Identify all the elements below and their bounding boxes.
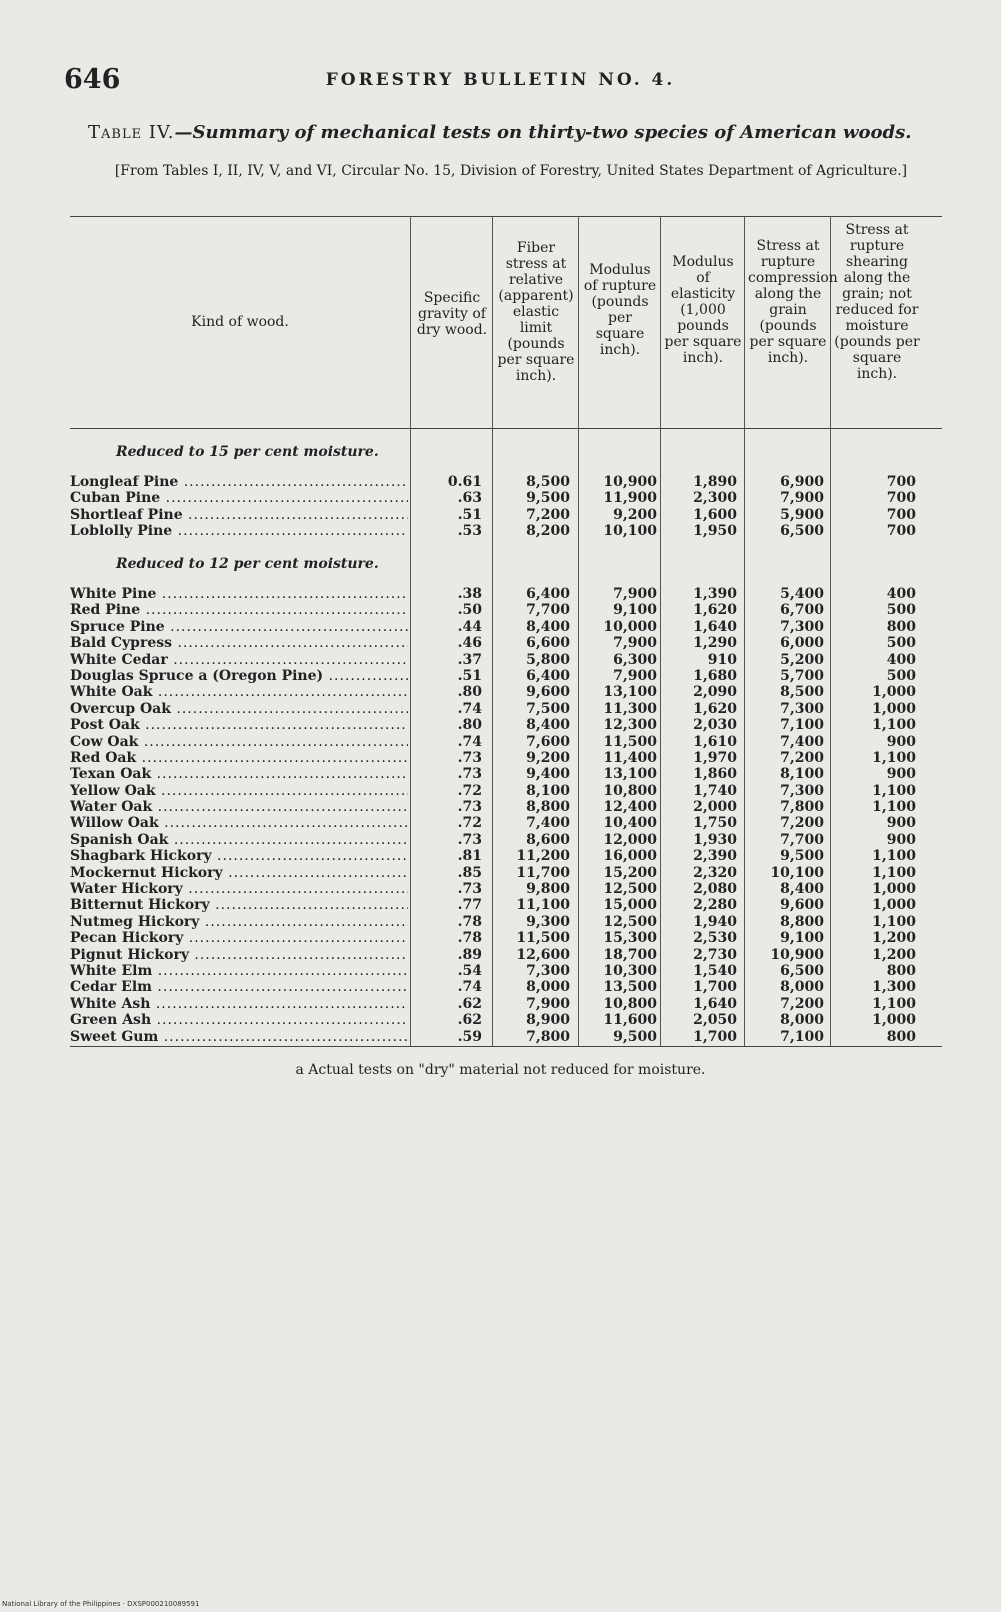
cell-modulus-elasticity: 2,090	[693, 684, 737, 701]
cell-specific-gravity: .74	[457, 979, 482, 996]
cell-modulus-elasticity: 1,940	[693, 913, 737, 930]
table-caption: —Summary of mechanical tests on thirty-two species of American woods.	[174, 122, 912, 143]
table-row	[0, 815, 1001, 831]
cell-compression-stress: 5,400	[780, 586, 824, 602]
cell-modulus-rupture: 11,300	[603, 700, 657, 717]
cell-wood-name: Pecan Hickory .....	[70, 930, 408, 946]
table-row	[0, 668, 1001, 684]
cell-wood-name: White Cedar .....	[70, 652, 408, 668]
cell-modulus-rupture: 11,900	[603, 490, 657, 507]
cell-modulus-rupture: 11,500	[603, 733, 657, 750]
cell-modulus-elasticity: 1,930	[693, 831, 737, 848]
column-header-kind: Kind of wood.	[191, 314, 289, 330]
cell-modulus-elasticity: 1,620	[693, 700, 737, 717]
cell-compression-stress: 6,000	[780, 635, 824, 652]
cell-shearing-stress: 700	[886, 490, 916, 507]
cell-shearing-stress: 1,000	[872, 1012, 916, 1029]
table-row	[0, 930, 1001, 946]
cell-wood-name: Pignut Hickory .....	[70, 947, 408, 963]
table-row	[0, 701, 1001, 717]
cell-compression-stress: 6,700	[780, 602, 824, 619]
cell-compression-stress: 9,500	[780, 848, 824, 865]
cell-wood-name: Cedar Elm .....	[70, 979, 408, 995]
cell-wood-name: Loblolly Pine .....	[70, 523, 408, 539]
cell-fiber-stress: 8,600	[526, 831, 570, 848]
table-row	[0, 1029, 1001, 1045]
cell-modulus-elasticity: 910	[707, 651, 737, 668]
table-row	[0, 848, 1001, 864]
cell-modulus-rupture: 12,400	[603, 799, 657, 816]
cell-specific-gravity: 0.61	[447, 474, 482, 490]
cell-modulus-elasticity: 2,080	[693, 881, 737, 898]
cell-wood-name: Shagbark Hickory .....	[70, 848, 408, 864]
cell-shearing-stress: 1,100	[872, 864, 916, 881]
cell-compression-stress: 7,100	[780, 717, 824, 734]
cell-wood-name: Longleaf Pine .....	[70, 474, 408, 490]
table-row	[0, 1012, 1001, 1028]
cell-modulus-elasticity: 1,600	[693, 506, 737, 523]
cell-wood-name: White Elm .....	[70, 963, 408, 979]
table-row	[0, 507, 1001, 523]
cell-wood-name: Overcup Oak .....	[70, 701, 408, 717]
column-header-fiber-stress: Fiber stress at relative (apparent) elastic limit (pounds per square inch).	[497, 240, 575, 384]
cell-wood-name: Red Oak .....	[70, 750, 408, 766]
cell-compression-stress: 7,400	[780, 733, 824, 750]
cell-wood-name: Willow Oak .....	[70, 815, 408, 831]
cell-fiber-stress: 8,800	[526, 799, 570, 816]
section-rows-15	[0, 474, 1001, 540]
cell-compression-stress: 9,600	[780, 897, 824, 914]
cell-fiber-stress: 12,600	[516, 946, 570, 963]
column-header-modulus-elasticity: Modulus of elasticity (1,000 pounds per square inch).	[664, 254, 742, 366]
table-row	[0, 996, 1001, 1012]
cell-specific-gravity: .53	[457, 523, 482, 540]
cell-modulus-elasticity: 2,730	[693, 946, 737, 963]
section-rows-12	[0, 586, 1001, 1045]
cell-compression-stress: 5,200	[780, 651, 824, 668]
cell-shearing-stress: 1,200	[872, 946, 916, 963]
cell-compression-stress: 7,800	[780, 799, 824, 816]
cell-modulus-rupture: 15,000	[603, 897, 657, 914]
cell-compression-stress: 7,200	[780, 815, 824, 832]
cell-compression-stress: 8,800	[780, 913, 824, 930]
cell-modulus-rupture: 16,000	[603, 848, 657, 865]
cell-shearing-stress: 1,100	[872, 995, 916, 1012]
cell-specific-gravity: .89	[457, 946, 482, 963]
cell-fiber-stress: 8,400	[526, 717, 570, 734]
cell-wood-name: Green Ash .....	[70, 1012, 408, 1028]
cell-compression-stress: 5,900	[780, 506, 824, 523]
cell-modulus-elasticity: 2,280	[693, 897, 737, 914]
cell-wood-name: Spruce Pine .....	[70, 619, 408, 635]
table-row	[0, 897, 1001, 913]
cell-specific-gravity: .80	[457, 684, 482, 701]
table-row	[0, 963, 1001, 979]
cell-modulus-rupture: 13,100	[603, 766, 657, 783]
cell-fiber-stress: 8,100	[526, 782, 570, 799]
table-row	[0, 865, 1001, 881]
cell-specific-gravity: .38	[457, 586, 482, 602]
cell-shearing-stress: 400	[886, 586, 916, 602]
cell-modulus-elasticity: 2,390	[693, 848, 737, 865]
table-row	[0, 652, 1001, 668]
cell-specific-gravity: .37	[457, 651, 482, 668]
cell-specific-gravity: .54	[457, 962, 482, 979]
cell-fiber-stress: 8,400	[526, 618, 570, 635]
column-header-specific-gravity: Specific gravity of dry wood.	[416, 290, 488, 338]
cell-modulus-rupture: 12,000	[603, 831, 657, 848]
cell-modulus-rupture: 10,100	[603, 523, 657, 540]
cell-modulus-rupture: 11,600	[603, 1012, 657, 1029]
cell-wood-name: White Ash .....	[70, 996, 408, 1012]
table-row	[0, 602, 1001, 618]
cell-shearing-stress: 1,100	[872, 848, 916, 865]
table-row	[0, 799, 1001, 815]
cell-wood-name: Bitternut Hickory .....	[70, 897, 408, 913]
cell-fiber-stress: 11,100	[516, 897, 570, 914]
cell-wood-name: Water Hickory .....	[70, 881, 408, 897]
cell-modulus-elasticity: 1,700	[693, 1028, 737, 1045]
cell-modulus-elasticity: 1,640	[693, 995, 737, 1012]
cell-compression-stress: 9,100	[780, 930, 824, 947]
cell-fiber-stress: 9,600	[526, 684, 570, 701]
cell-fiber-stress: 6,400	[526, 667, 570, 684]
cell-fiber-stress: 6,400	[526, 586, 570, 602]
cell-wood-name: Cow Oak .....	[70, 734, 408, 750]
cell-specific-gravity: .51	[457, 667, 482, 684]
table-row	[0, 619, 1001, 635]
section-heading-15: Reduced to 15 per cent moisture.	[116, 444, 379, 460]
cell-specific-gravity: .73	[457, 799, 482, 816]
cell-fiber-stress: 8,200	[526, 523, 570, 540]
cell-shearing-stress: 400	[886, 651, 916, 668]
cell-modulus-elasticity: 2,050	[693, 1012, 737, 1029]
cell-specific-gravity: .72	[457, 782, 482, 799]
cell-modulus-elasticity: 1,610	[693, 733, 737, 750]
table-row	[0, 947, 1001, 963]
cell-shearing-stress: 1,000	[872, 881, 916, 898]
cell-wood-name: White Oak .....	[70, 684, 408, 700]
cell-shearing-stress: 800	[886, 618, 916, 635]
cell-shearing-stress: 700	[886, 506, 916, 523]
cell-modulus-elasticity: 1,290	[693, 635, 737, 652]
cell-compression-stress: 7,200	[780, 995, 824, 1012]
table-row	[0, 474, 1001, 490]
cell-specific-gravity: .73	[457, 766, 482, 783]
cell-fiber-stress: 8,900	[526, 1012, 570, 1029]
cell-shearing-stress: 900	[886, 815, 916, 832]
cell-modulus-elasticity: 1,540	[693, 962, 737, 979]
cell-shearing-stress: 700	[886, 523, 916, 540]
cell-modulus-elasticity: 1,950	[693, 523, 737, 540]
cell-modulus-rupture: 11,400	[603, 749, 657, 766]
cell-shearing-stress: 1,100	[872, 799, 916, 816]
cell-modulus-rupture: 10,900	[603, 474, 657, 490]
cell-specific-gravity: .81	[457, 848, 482, 865]
cell-specific-gravity: .63	[457, 490, 482, 507]
column-header-shearing: Stress at rupture shearing along the grain; not reduced for moisture (pounds per square inch).	[834, 222, 920, 382]
cell-compression-stress: 8,000	[780, 1012, 824, 1029]
cell-modulus-rupture: 9,500	[613, 1028, 657, 1045]
cell-modulus-rupture: 10,000	[603, 618, 657, 635]
cell-specific-gravity: .73	[457, 749, 482, 766]
cell-modulus-rupture: 10,800	[603, 782, 657, 799]
column-header-compression: Stress at rupture compression along the grain (pounds per square inch).	[748, 238, 838, 366]
cell-specific-gravity: .46	[457, 635, 482, 652]
cell-shearing-stress: 500	[886, 667, 916, 684]
cell-wood-name: Mockernut Hickory .....	[70, 865, 408, 881]
header-bottom-rule	[70, 428, 942, 429]
cell-shearing-stress: 1,300	[872, 979, 916, 996]
cell-modulus-rupture: 9,100	[613, 602, 657, 619]
cell-modulus-rupture: 13,500	[603, 979, 657, 996]
cell-modulus-rupture: 18,700	[603, 946, 657, 963]
cell-specific-gravity: .50	[457, 602, 482, 619]
cell-fiber-stress: 7,400	[526, 815, 570, 832]
cell-modulus-rupture: 15,300	[603, 930, 657, 947]
table-top-rule	[70, 216, 942, 217]
cell-specific-gravity: .85	[457, 864, 482, 881]
cell-wood-name: Cuban Pine .....	[70, 490, 408, 506]
cell-compression-stress: 7,700	[780, 831, 824, 848]
cell-compression-stress: 7,900	[780, 490, 824, 507]
cell-specific-gravity: .59	[457, 1028, 482, 1045]
cell-modulus-elasticity: 2,000	[693, 799, 737, 816]
table-row	[0, 832, 1001, 848]
cell-shearing-stress: 1,100	[872, 717, 916, 734]
cell-shearing-stress: 700	[886, 474, 916, 490]
cell-compression-stress: 6,500	[780, 962, 824, 979]
cell-wood-name: Red Pine .....	[70, 602, 408, 618]
table-row	[0, 684, 1001, 700]
cell-wood-name: Water Oak .....	[70, 799, 408, 815]
cell-fiber-stress: 7,600	[526, 733, 570, 750]
table-row	[0, 979, 1001, 995]
table-title	[88, 122, 948, 143]
cell-wood-name: Spanish Oak .....	[70, 832, 408, 848]
table-row	[0, 750, 1001, 766]
cell-specific-gravity: .74	[457, 700, 482, 717]
cell-compression-stress: 6,900	[780, 474, 824, 490]
cell-shearing-stress: 500	[886, 602, 916, 619]
running-title: FORESTRY BULLETIN NO. 4.	[325, 70, 676, 90]
cell-wood-name: Sweet Gum .....	[70, 1029, 408, 1045]
cell-shearing-stress: 1,100	[872, 749, 916, 766]
cell-modulus-elasticity: 1,700	[693, 979, 737, 996]
table-row	[0, 635, 1001, 651]
cell-shearing-stress: 500	[886, 635, 916, 652]
cell-shearing-stress: 1,000	[872, 897, 916, 914]
cell-compression-stress: 6,500	[780, 523, 824, 540]
cell-fiber-stress: 5,800	[526, 651, 570, 668]
cell-modulus-elasticity: 2,300	[693, 490, 737, 507]
cell-shearing-stress: 900	[886, 766, 916, 783]
cell-modulus-rupture: 12,300	[603, 717, 657, 734]
cell-compression-stress: 7,100	[780, 1028, 824, 1045]
cell-compression-stress: 8,000	[780, 979, 824, 996]
cell-modulus-elasticity: 1,970	[693, 749, 737, 766]
cell-compression-stress: 10,900	[770, 946, 824, 963]
cell-specific-gravity: .73	[457, 881, 482, 898]
source-note: [From Tables I, II, IV, V, and VI, Circular No. 15, Division of Forestry, United States Department of Agriculture.]	[114, 163, 908, 179]
cell-specific-gravity: .73	[457, 831, 482, 848]
cell-shearing-stress: 900	[886, 831, 916, 848]
cell-fiber-stress: 11,700	[516, 864, 570, 881]
cell-modulus-rupture: 7,900	[613, 667, 657, 684]
cell-modulus-rupture: 12,500	[603, 913, 657, 930]
cell-wood-name: Shortleaf Pine .....	[70, 507, 408, 523]
cell-shearing-stress: 1,000	[872, 684, 916, 701]
table-label: Table IV.	[88, 122, 175, 143]
cell-modulus-rupture: 15,200	[603, 864, 657, 881]
cell-fiber-stress: 9,500	[526, 490, 570, 507]
cell-specific-gravity: .74	[457, 733, 482, 750]
table-row	[0, 914, 1001, 930]
cell-modulus-elasticity: 1,740	[693, 782, 737, 799]
cell-modulus-elasticity: 1,890	[693, 474, 737, 490]
cell-fiber-stress: 8,500	[526, 474, 570, 490]
cell-specific-gravity: .77	[457, 897, 482, 914]
cell-wood-name: Douglas Spruce a (Oregon Pine) .....	[70, 668, 408, 684]
cell-modulus-elasticity: 1,680	[693, 667, 737, 684]
cell-modulus-elasticity: 2,320	[693, 864, 737, 881]
page-number: 646	[64, 64, 121, 95]
cell-fiber-stress: 7,500	[526, 700, 570, 717]
table-row	[0, 766, 1001, 782]
section-heading-12: Reduced to 12 per cent moisture.	[116, 556, 379, 572]
cell-specific-gravity: .72	[457, 815, 482, 832]
cell-fiber-stress: 6,600	[526, 635, 570, 652]
cell-fiber-stress: 9,400	[526, 766, 570, 783]
cell-modulus-elasticity: 2,030	[693, 717, 737, 734]
cell-modulus-elasticity: 1,620	[693, 602, 737, 619]
cell-compression-stress: 7,300	[780, 782, 824, 799]
cell-compression-stress: 10,100	[770, 864, 824, 881]
cell-shearing-stress: 1,100	[872, 782, 916, 799]
cell-specific-gravity: .80	[457, 717, 482, 734]
cell-fiber-stress: 7,800	[526, 1028, 570, 1045]
table-row	[0, 783, 1001, 799]
table-row	[0, 881, 1001, 897]
cell-specific-gravity: .62	[457, 1012, 482, 1029]
cell-fiber-stress: 7,900	[526, 995, 570, 1012]
cell-fiber-stress: 9,800	[526, 881, 570, 898]
cell-wood-name: Texan Oak .....	[70, 766, 408, 782]
cell-modulus-elasticity: 1,390	[693, 586, 737, 602]
cell-specific-gravity: .51	[457, 506, 482, 523]
cell-shearing-stress: 1,100	[872, 913, 916, 930]
table-row	[0, 523, 1001, 539]
cell-fiber-stress: 8,000	[526, 979, 570, 996]
cell-wood-name: Post Oak .....	[70, 717, 408, 733]
cell-fiber-stress: 9,300	[526, 913, 570, 930]
cell-wood-name: Bald Cypress .....	[70, 635, 408, 651]
cell-compression-stress: 8,500	[780, 684, 824, 701]
cell-modulus-rupture: 12,500	[603, 881, 657, 898]
cell-fiber-stress: 11,500	[516, 930, 570, 947]
cell-compression-stress: 8,100	[780, 766, 824, 783]
cell-wood-name: Nutmeg Hickory .....	[70, 914, 408, 930]
cell-shearing-stress: 800	[886, 962, 916, 979]
cell-compression-stress: 7,300	[780, 618, 824, 635]
cell-fiber-stress: 7,700	[526, 602, 570, 619]
cell-modulus-elasticity: 2,530	[693, 930, 737, 947]
cell-modulus-rupture: 9,200	[613, 506, 657, 523]
cell-modulus-elasticity: 1,640	[693, 618, 737, 635]
table-bottom-rule	[70, 1046, 942, 1047]
cell-fiber-stress: 9,200	[526, 749, 570, 766]
cell-fiber-stress: 7,200	[526, 506, 570, 523]
cell-shearing-stress: 1,200	[872, 930, 916, 947]
cell-shearing-stress: 900	[886, 733, 916, 750]
cell-wood-name: Yellow Oak .....	[70, 783, 408, 799]
cell-compression-stress: 8,400	[780, 881, 824, 898]
cell-specific-gravity: .78	[457, 930, 482, 947]
column-header-modulus-rupture: Modulus of rupture (pounds per square inch).	[583, 262, 657, 358]
cell-specific-gravity: .78	[457, 913, 482, 930]
footnote: a Actual tests on "dry" material not reduced for moisture.	[295, 1062, 706, 1078]
cell-compression-stress: 7,300	[780, 700, 824, 717]
cell-modulus-rupture: 13,100	[603, 684, 657, 701]
table-row	[0, 734, 1001, 750]
cell-modulus-rupture: 10,400	[603, 815, 657, 832]
cell-specific-gravity: .44	[457, 618, 482, 635]
cell-shearing-stress: 800	[886, 1028, 916, 1045]
cell-shearing-stress: 1,000	[872, 700, 916, 717]
scan-credit: National Library of the Philippines · DXSP000210089591	[2, 1600, 200, 1608]
table-row	[0, 717, 1001, 733]
cell-fiber-stress: 7,300	[526, 962, 570, 979]
cell-modulus-rupture: 10,800	[603, 995, 657, 1012]
cell-specific-gravity: .62	[457, 995, 482, 1012]
cell-modulus-elasticity: 1,750	[693, 815, 737, 832]
cell-compression-stress: 5,700	[780, 667, 824, 684]
table-row	[0, 490, 1001, 506]
cell-modulus-rupture: 10,300	[603, 962, 657, 979]
cell-compression-stress: 7,200	[780, 749, 824, 766]
cell-fiber-stress: 11,200	[516, 848, 570, 865]
cell-modulus-elasticity: 1,860	[693, 766, 737, 783]
table-row	[0, 586, 1001, 602]
cell-modulus-rupture: 6,300	[613, 651, 657, 668]
cell-wood-name: White Pine .....	[70, 586, 408, 602]
cell-modulus-rupture: 7,900	[613, 586, 657, 602]
cell-modulus-rupture: 7,900	[613, 635, 657, 652]
